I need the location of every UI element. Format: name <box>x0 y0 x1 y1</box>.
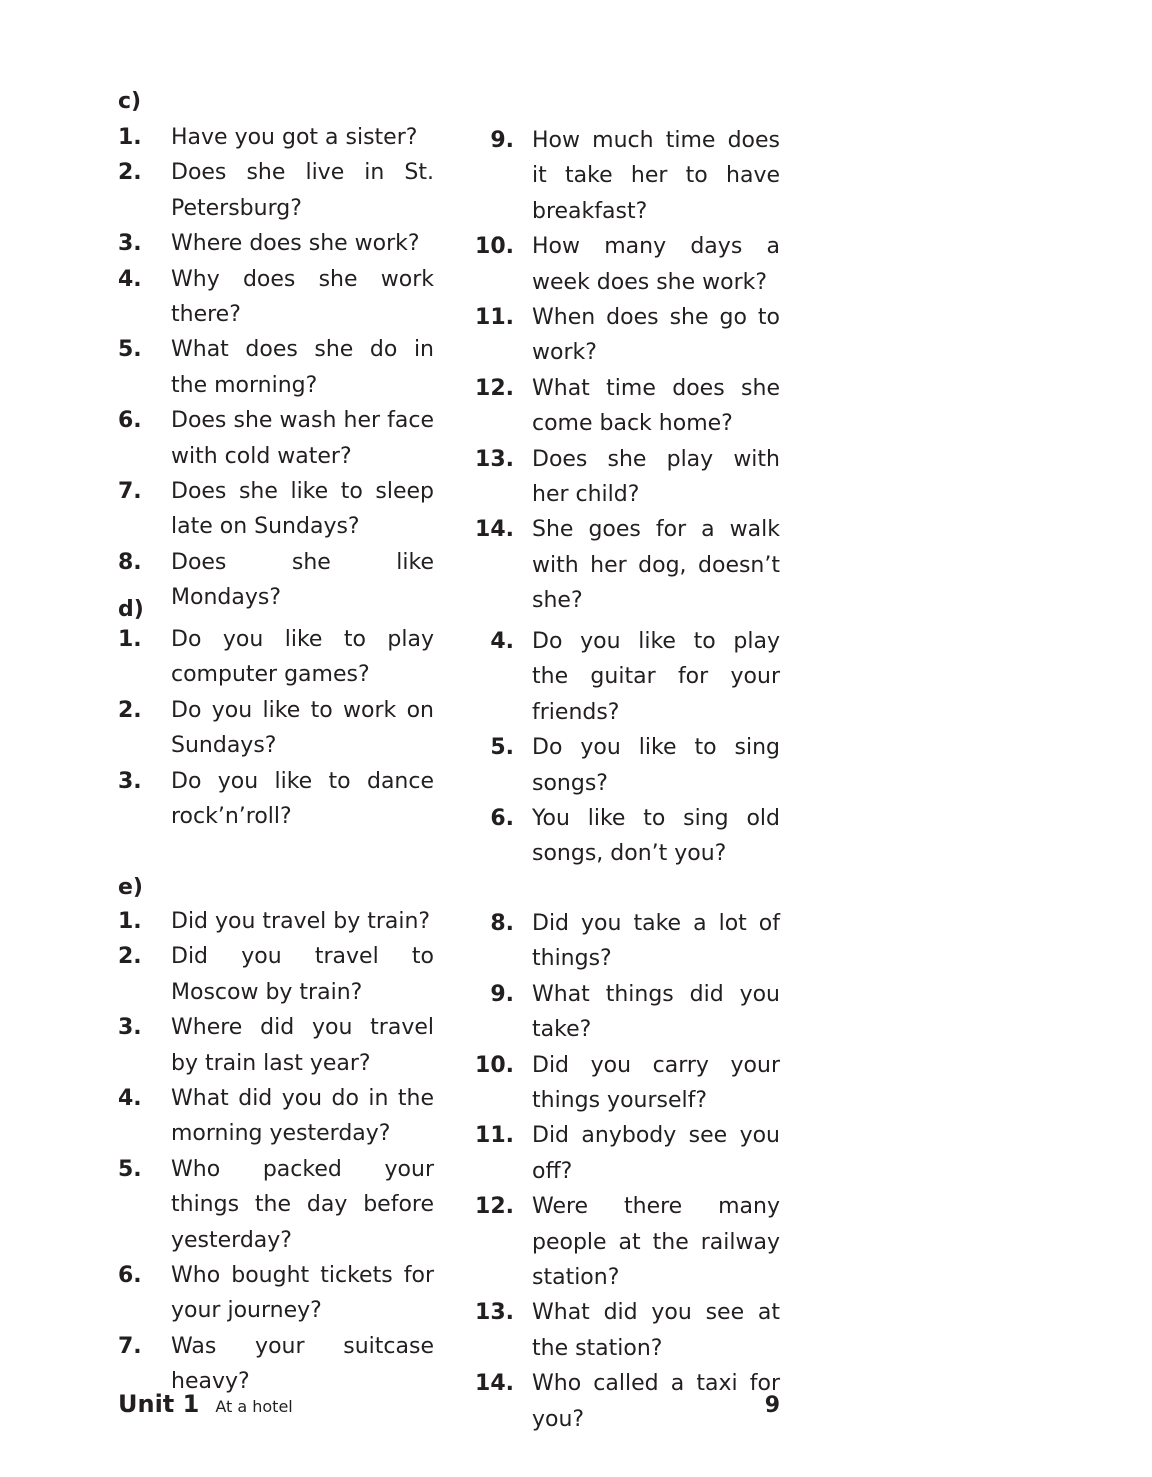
section-label: e) <box>118 875 143 900</box>
question-number: 11. <box>475 305 514 331</box>
question-text: Where does she work? <box>171 231 420 257</box>
question-item <box>462 977 780 1048</box>
question-item <box>462 801 780 872</box>
question-item <box>462 730 780 801</box>
question-item <box>118 1081 434 1152</box>
question-text: Where did you travel by train last year? <box>171 1015 434 1076</box>
question-text: Have you got a sister? <box>171 125 418 150</box>
question-item <box>118 622 434 693</box>
question-number: 2. <box>118 160 142 186</box>
question-item <box>118 474 434 545</box>
question-item <box>118 1010 434 1081</box>
question-text: Do you like to sing songs? <box>532 735 780 796</box>
question-item <box>118 1258 434 1329</box>
question-text: What does she do in the morning? <box>171 337 434 398</box>
question-number: 10. <box>475 234 514 260</box>
question-number: 8. <box>490 911 514 936</box>
question-text: Did you travel to Moscow by train? <box>171 944 434 1005</box>
question-text: Does she wash her face with cold water? <box>171 408 434 469</box>
question-text: What did you do in the morning yesterday? <box>171 1086 434 1147</box>
question-number: 5. <box>118 337 142 363</box>
question-text: Do you like to work on Sundays? <box>171 697 434 759</box>
question-text: What things did you take? <box>532 981 780 1043</box>
unit-label: Unit 1 <box>118 1390 200 1418</box>
question-number: 13. <box>475 1300 514 1326</box>
question-text: Were there many people at the railway station? <box>532 1194 780 1291</box>
question-item <box>118 764 434 835</box>
question-number: 8. <box>118 549 142 575</box>
question-number: 5. <box>118 1156 142 1182</box>
question-item <box>462 906 780 977</box>
question-item <box>118 904 434 939</box>
question-text: Does she like to sleep late on Sundays? <box>171 479 434 540</box>
question-text: Did anybody see you off? <box>532 1123 780 1184</box>
question-text: Was your suitcase heavy? <box>171 1333 434 1395</box>
question-number: 2. <box>118 944 142 970</box>
question-text: You like to sing old songs, don’t you? <box>532 806 780 867</box>
question-number: 11. <box>475 1123 514 1149</box>
question-item <box>462 442 780 513</box>
question-item <box>118 120 434 155</box>
question-number: 12. <box>475 375 514 401</box>
left-column <box>118 622 434 834</box>
question-number: 10. <box>475 1052 514 1078</box>
question-text: Did you travel by train? <box>171 909 431 934</box>
question-item <box>118 1152 434 1258</box>
question-item <box>462 1048 780 1119</box>
question-number: 3. <box>118 231 142 257</box>
question-item <box>462 1189 780 1295</box>
unit-title: At a hotel <box>215 1397 293 1416</box>
question-number: 4. <box>118 1086 142 1112</box>
question-text: Does she play with her child? <box>532 446 780 508</box>
question-text: When does she go to work? <box>532 305 780 366</box>
right-column <box>462 624 780 872</box>
question-text: Do you like to play computer games? <box>171 627 434 688</box>
question-item <box>118 262 434 333</box>
question-item <box>118 939 434 1010</box>
left-column <box>118 120 434 616</box>
question-item <box>118 403 434 474</box>
page-number: 9 <box>764 1393 780 1418</box>
page-footer <box>118 1390 780 1418</box>
question-number: 7. <box>118 1333 142 1359</box>
question-text: What did you see at the station? <box>532 1300 780 1361</box>
question-number: 12. <box>475 1194 514 1220</box>
question-number: 14. <box>475 1371 514 1397</box>
question-number: 6. <box>118 1263 142 1289</box>
question-text: Do you like to dance rock’n’roll? <box>171 768 434 830</box>
question-number: 9. <box>490 981 514 1007</box>
question-number: 13. <box>475 446 514 472</box>
question-item <box>118 226 434 261</box>
question-text: Did you carry your things yourself? <box>532 1052 780 1114</box>
question-text: Does she live in St. Petersburg? <box>171 160 434 221</box>
question-number: 1. <box>118 627 142 652</box>
question-number: 2. <box>118 697 142 723</box>
question-item <box>462 1295 780 1366</box>
question-number: 4. <box>490 629 514 654</box>
section-label: c) <box>118 89 142 114</box>
question-number: 6. <box>118 408 142 434</box>
question-item <box>118 332 434 403</box>
question-number: 4. <box>118 266 142 292</box>
question-text: Why does she work there? <box>171 266 434 328</box>
question-item <box>462 371 780 442</box>
question-item <box>118 693 434 764</box>
question-item <box>462 123 780 229</box>
question-text: Who packed your things the day before yesterday? <box>171 1156 434 1253</box>
question-text: What time does she come back home? <box>532 375 780 437</box>
question-text: Did you take a lot of things? <box>532 911 780 972</box>
question-text: Does she like Mondays? <box>171 549 434 611</box>
question-number: 3. <box>118 768 142 794</box>
question-text: How many days a week does she work? <box>532 234 780 295</box>
left-column <box>118 904 434 1400</box>
question-text: How much time does it take her to have breakfast? <box>532 128 780 224</box>
right-column <box>462 123 780 619</box>
question-item <box>462 229 780 300</box>
question-text: Who bought tickets for your journey? <box>171 1263 434 1324</box>
question-number: 1. <box>118 909 142 934</box>
question-item <box>118 545 434 616</box>
question-item <box>462 1118 780 1189</box>
question-number: 9. <box>490 128 514 153</box>
question-text: Do you like to play the guitar for your friends? <box>532 629 780 725</box>
question-number: 14. <box>475 517 514 543</box>
question-number: 3. <box>118 1015 142 1041</box>
question-number: 5. <box>490 735 514 761</box>
right-column <box>462 906 780 1437</box>
question-number: 7. <box>118 479 142 505</box>
question-item <box>462 300 780 371</box>
question-item <box>118 155 434 226</box>
question-number: 1. <box>118 125 142 150</box>
section-label: d) <box>118 597 144 622</box>
question-text: She goes for a walk with her dog, doesn’t she? <box>532 517 780 614</box>
question-item <box>462 512 780 618</box>
question-item <box>462 624 780 730</box>
question-number: 6. <box>490 806 514 832</box>
question-text: Who called a taxi for you? <box>532 1371 780 1432</box>
